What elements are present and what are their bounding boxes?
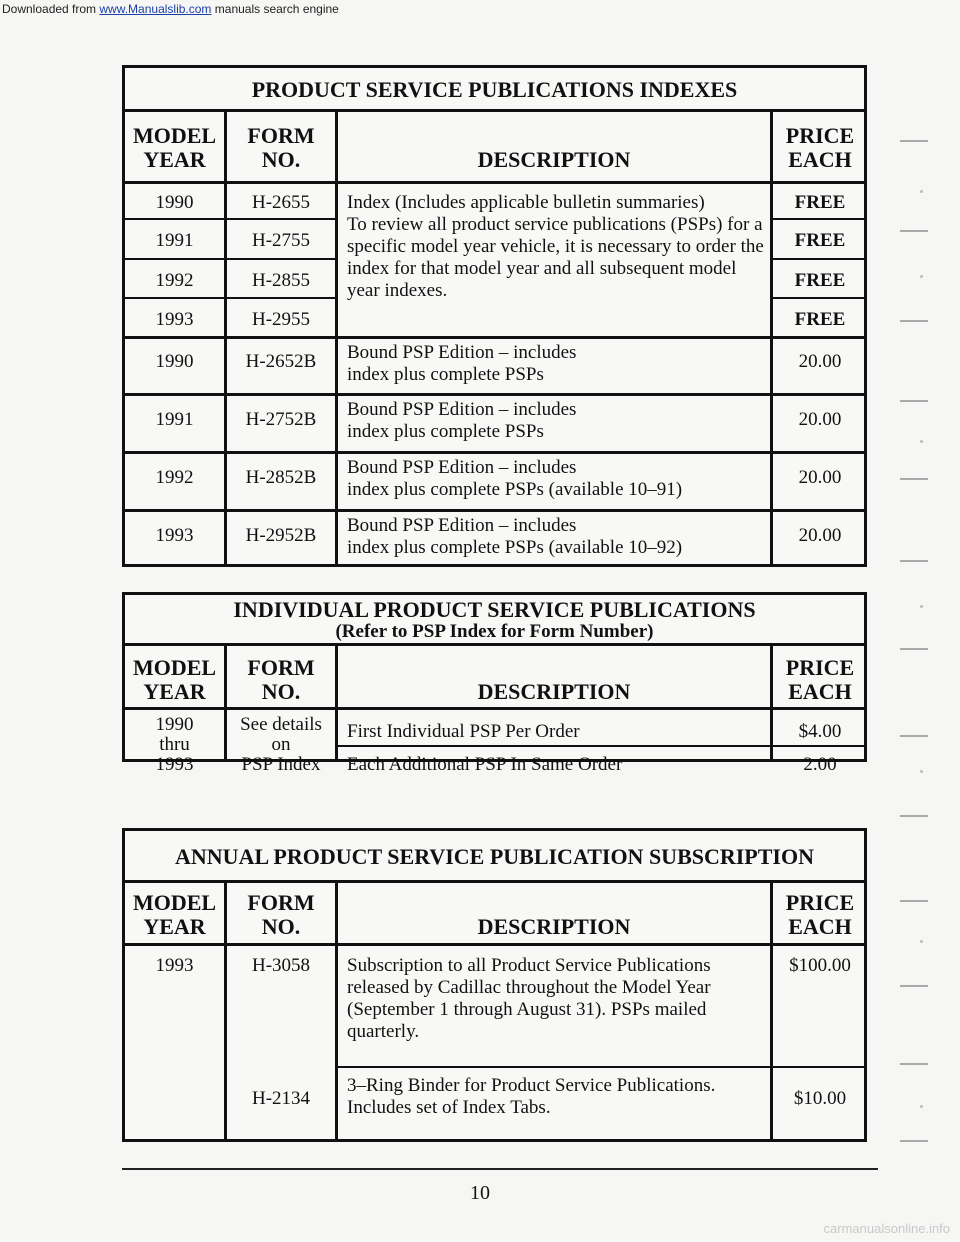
- header-form-no: FORM NO.: [247, 655, 315, 704]
- annual-row-description: Subscription to all Product Service Publications released by Cadillac throughout the Model Year (September 1 through August 31). PSPs mailed quarterly.: [347, 955, 711, 1042]
- margin-mark: [900, 735, 928, 737]
- annual-row-form: H-2134: [251, 1088, 311, 1109]
- manualslib-link[interactable]: www.Manualslib.com: [99, 2, 212, 16]
- margin-mark: [900, 320, 928, 322]
- bound-row-description: Bound PSP Edition – includes index plus complete PSPs: [347, 342, 577, 385]
- bound-row-price: 20.00: [798, 409, 842, 430]
- header-model-year: MODEL YEAR: [132, 655, 217, 704]
- index-row-year: 1991: [155, 230, 194, 251]
- divider: [335, 745, 864, 747]
- index-row-year: 1992: [155, 270, 194, 291]
- header-model-year: MODEL YEAR: [132, 123, 217, 172]
- individual-row-description: Each Additional PSP In Same Order: [347, 754, 623, 775]
- index-row-price: FREE: [794, 230, 846, 251]
- divider: [125, 181, 864, 184]
- individual-row-price: 2.00: [803, 754, 837, 775]
- index-row-price: FREE: [794, 309, 846, 330]
- margin-mark: [900, 400, 928, 402]
- divider: [125, 509, 864, 512]
- bound-row-year: 1992: [155, 467, 194, 488]
- index-row-form: H-2955: [251, 309, 311, 330]
- annual-row-price: $100.00: [789, 955, 851, 976]
- divider: [770, 218, 864, 220]
- margin-mark: [900, 478, 928, 480]
- margin-mark: [900, 140, 928, 142]
- individual-title: INDIVIDUAL PRODUCT SERVICE PUBLICATIONS (Refer to PSP Index for Form Number): [125, 595, 864, 646]
- page-number: 10: [470, 1182, 490, 1204]
- annual-row-price: $10.00: [793, 1088, 847, 1109]
- header-form-no: FORM NO.: [247, 123, 315, 172]
- margin-mark: [900, 900, 928, 902]
- bound-row-price: 20.00: [798, 525, 842, 546]
- annual-row-form: H-3058: [251, 955, 311, 976]
- bound-row-year: 1993: [155, 525, 194, 546]
- indexes-table: [122, 65, 867, 567]
- index-row-price: FREE: [794, 270, 846, 291]
- divider: [125, 297, 335, 299]
- margin-dot: [920, 190, 923, 193]
- margin-dot: [920, 940, 923, 943]
- header-model-year: MODEL YEAR: [132, 890, 217, 939]
- index-row-form: H-2655: [251, 192, 311, 213]
- bound-row-description: Bound PSP Edition – includes index plus complete PSPs: [347, 399, 577, 442]
- individual-form-ref: See details on PSP Index: [240, 714, 322, 775]
- header-description: DESCRIPTION: [477, 147, 631, 172]
- divider: [125, 258, 335, 260]
- bound-row-description: Bound PSP Edition – includes index plus complete PSPs (available 10–92): [347, 515, 683, 558]
- watermark: carmanualsonline.info: [823, 1221, 950, 1236]
- index-row-form: H-2755: [251, 230, 311, 251]
- divider: [770, 258, 864, 260]
- footer-rule: [122, 1168, 878, 1170]
- margin-mark: [900, 985, 928, 987]
- margin-mark: [900, 815, 928, 817]
- bound-row-price: 20.00: [798, 351, 842, 372]
- header-description: DESCRIPTION: [477, 679, 631, 704]
- bound-row-year: 1990: [155, 351, 194, 372]
- index-row-year: 1990: [155, 192, 194, 213]
- index-free-description: Index (Includes applicable bulletin summaries) To review all product service publications (PSPs) for a specific model year vehicle, it is necessary to order the index for that model year and all subsequent model year indexes.: [347, 192, 764, 301]
- bound-row-year: 1991: [155, 409, 194, 430]
- index-row-year: 1993: [155, 309, 194, 330]
- margin-dot: [920, 440, 923, 443]
- divider: [125, 336, 864, 339]
- margin-dot: [920, 275, 923, 278]
- bound-row-form: H-2652B: [245, 351, 317, 372]
- individual-year-range: 1990 thru 1993: [155, 714, 194, 775]
- header-price-each: PRICE EACH: [785, 123, 855, 172]
- annual-row-description: 3–Ring Binder for Product Service Publications. Includes set of Index Tabs.: [347, 1075, 716, 1118]
- margin-mark: [900, 560, 928, 562]
- index-row-price: FREE: [794, 192, 846, 213]
- margin-mark: [900, 648, 928, 650]
- margin-dot: [920, 605, 923, 608]
- bound-row-form: H-2852B: [245, 467, 317, 488]
- divider: [125, 943, 864, 946]
- header-description: DESCRIPTION: [477, 914, 631, 939]
- bound-row-form: H-2952B: [245, 525, 317, 546]
- header-price-each: PRICE EACH: [785, 655, 855, 704]
- divider: [770, 297, 864, 299]
- margin-dot: [920, 770, 923, 773]
- margin-mark: [900, 1140, 928, 1142]
- divider: [125, 451, 864, 454]
- divider: [125, 393, 864, 396]
- annual-year: 1993: [155, 955, 194, 976]
- bound-row-form: H-2752B: [245, 409, 317, 430]
- margin-dot: [920, 1105, 923, 1108]
- individual-table: [122, 592, 867, 775]
- download-banner: Downloaded from www.Manualslib.com manuals search engine: [2, 2, 339, 16]
- annual-title: ANNUAL PRODUCT SERVICE PUBLICATION SUBSCRIPTION: [125, 831, 864, 883]
- bound-row-description: Bound PSP Edition – includes index plus complete PSPs (available 10–91): [347, 457, 683, 500]
- individual-row-price: $4.00: [798, 721, 842, 742]
- margin-mark: [900, 1063, 928, 1065]
- divider: [125, 218, 335, 220]
- bound-row-price: 20.00: [798, 467, 842, 488]
- index-row-form: H-2855: [251, 270, 311, 291]
- indexes-title: PRODUCT SERVICE PUBLICATIONS INDEXES: [125, 68, 864, 112]
- header-form-no: FORM NO.: [247, 890, 315, 939]
- divider: [335, 1066, 864, 1068]
- divider: [125, 707, 864, 710]
- margin-mark: [900, 230, 928, 232]
- header-price-each: PRICE EACH: [785, 890, 855, 939]
- annual-table: [122, 828, 867, 1142]
- individual-row-description: First Individual PSP Per Order: [347, 721, 580, 742]
